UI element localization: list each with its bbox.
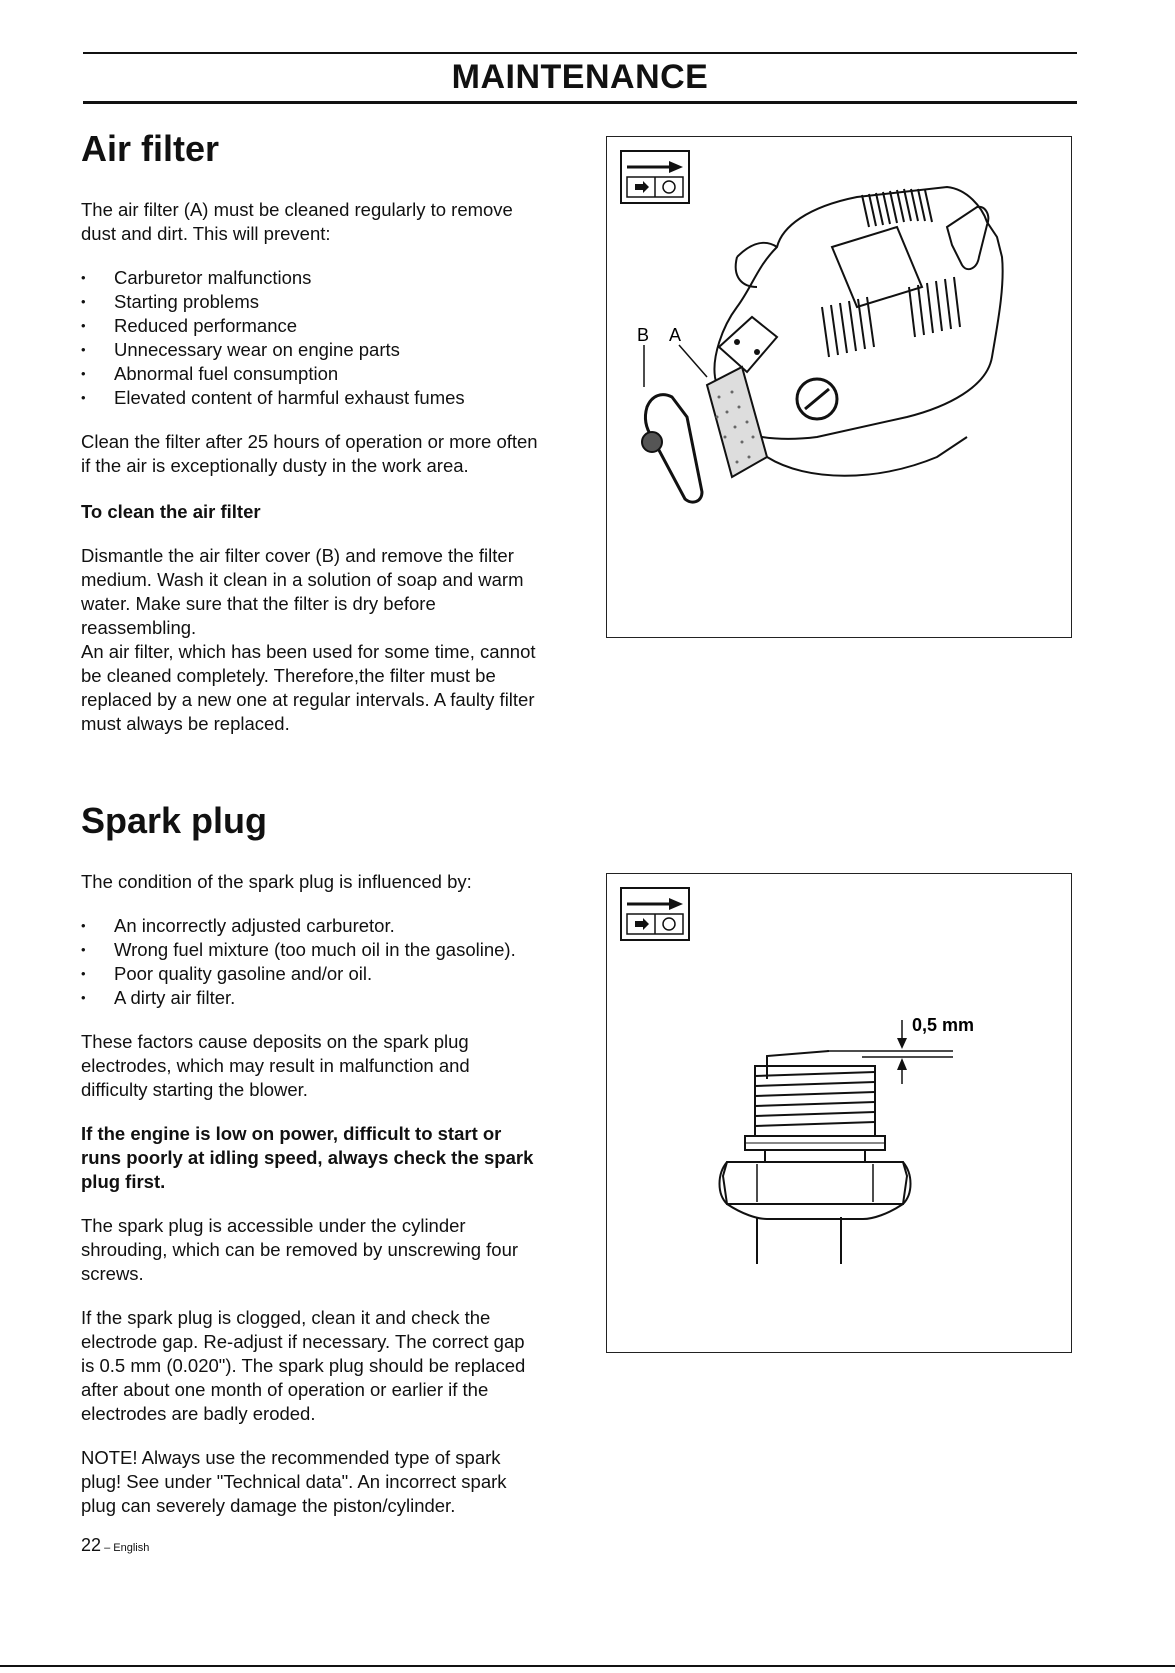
footer-language: English (113, 1542, 150, 1554)
figure-label-b: B (637, 325, 650, 345)
spark-plug-deposits: These factors cause deposits on the spark plug electrodes, which may result in malfunction and difficulty starting the blower. (81, 1031, 470, 1100)
list-item: • Elevated content of harmful exhaust fumes (81, 386, 541, 410)
air-filter-intro: The air filter (A) must be cleaned regularly to remove dust and dirt. This will prevent: (81, 199, 513, 244)
air-filter-figure (606, 136, 1072, 638)
instruction-arrow-icon (621, 888, 689, 940)
page-number: 22 (81, 1535, 102, 1555)
air-filter-heading: Air filter (81, 128, 220, 169)
air-filter-clean-interval: Clean the filter after 25 hours of operation or more often if the air is exceptionally dusty in the work area. (81, 431, 538, 476)
list-item: • Unnecessary wear on engine parts (81, 338, 541, 362)
spark-plug-heading: Spark plug (81, 800, 268, 841)
list-item: • An incorrectly adjusted carburetor. (81, 914, 541, 938)
air-filter-replacement: An air filter, which has been used for some time, cannot be cleaned completely. Therefore,the filter must be replaced by a new one at regular intervals. A faulty filter must always be replaced. (81, 641, 536, 734)
air-filter-procedure: Dismantle the air filter cover (B) and remove the filter medium. Wash it clean in a solution of soap and warm water. Make sure that the filter is dry before reassembling. (81, 545, 524, 638)
figure-label-a: A (669, 325, 682, 345)
spark-plug-note: NOTE! Always use the recommended type of spark plug! See under "Technical data". An incorrect spark plug can severely damage the piston/cylinder. (81, 1447, 507, 1516)
page-footer (81, 1535, 149, 1556)
footer-separator: – (101, 1542, 114, 1554)
spark-plug-figure (606, 873, 1072, 1353)
air-filter-bullet-list (81, 266, 541, 410)
air-filter-text (81, 198, 541, 736)
page-header-title: MAINTENANCE (451, 58, 709, 96)
header-top-rule (83, 52, 1077, 54)
list-item: • A dirty air filter. (81, 986, 541, 1010)
list-item: • Carburetor malfunctions (81, 266, 541, 290)
spark-plug-intro: The condition of the spark plug is influenced by: (81, 871, 472, 892)
air-filter-subheading: To clean the air filter (81, 501, 261, 522)
list-item: • Abnormal fuel consumption (81, 362, 541, 386)
list-item: • Poor quality gasoline and/or oil. (81, 962, 541, 986)
spark-plug-bullet-list (81, 914, 541, 1010)
list-item: • Reduced performance (81, 314, 541, 338)
spark-plug-gap: If the spark plug is clogged, clean it and check the electrode gap. Re-adjust if necessary. The correct gap is 0.5 mm (0.020"). The spark plug should be replaced after about one month of operation or earlier if the electrodes are badly eroded. (81, 1307, 526, 1424)
spark-plug-illustration (607, 874, 1071, 1352)
spark-plug-access: The spark plug is accessible under the cylinder shrouding, which can be removed by unscrewing four screws. (81, 1215, 519, 1284)
header-bottom-rule (83, 101, 1077, 104)
footer-rule (0, 1665, 1175, 1667)
list-item: • Starting problems (81, 290, 541, 314)
instruction-arrow-icon (621, 151, 689, 203)
gap-measurement-label: 0,5 mm (912, 1015, 975, 1035)
list-item: • Wrong fuel mixture (too much oil in the gasoline). (81, 938, 541, 962)
spark-plug-warning: If the engine is low on power, difficult to start or runs poorly at idling speed, always check the spark plug first. (81, 1123, 534, 1192)
spark-plug-text (81, 870, 541, 1538)
air-filter-illustration (607, 137, 1071, 637)
